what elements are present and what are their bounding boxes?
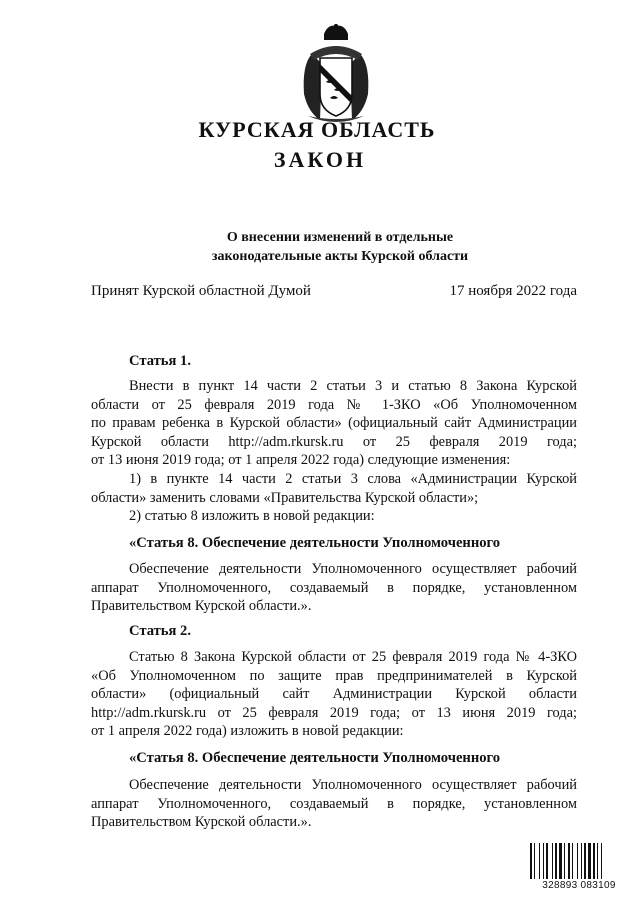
text-line: аппарат Уполномоченного, создаваемый в порядке, установленном bbox=[91, 795, 577, 812]
text-line: Правительством Курской области.». bbox=[91, 598, 312, 615]
article-2-new-article-heading: «Статья 8. Обеспечение деятельности Уполномоченного bbox=[129, 750, 501, 766]
text-line: Внести в пункт 14 части 2 статьи 3 и статью 8 Закона Курской bbox=[129, 378, 577, 394]
text-line: Правительством Курской области.». bbox=[91, 814, 312, 831]
law-subject bbox=[150, 228, 530, 266]
adoption-line bbox=[91, 282, 577, 301]
coat-of-arms-emblem bbox=[298, 24, 374, 124]
article-1-new-article-text bbox=[91, 560, 577, 616]
article-1-item-2 bbox=[91, 507, 577, 526]
barcode-number: 328893 083109 bbox=[542, 880, 616, 891]
text-line: области от 25 февраля 2019 года № 1-ЗКО «Об Уполномоченном bbox=[91, 396, 577, 413]
text-line: Статью 8 Закона Курской области от 25 февраля 2019 года № 4-ЗКО bbox=[129, 649, 577, 665]
article-1-new-article-heading: «Статья 8. Обеспечение деятельности Уполномоченного bbox=[129, 535, 501, 551]
adoption-date: 17 ноября 2022 года bbox=[449, 283, 577, 299]
article-1-intro bbox=[91, 377, 577, 470]
text-line: от 13 июня 2019 года; от 1 апреля 2022 года) следующие изменения: bbox=[91, 452, 511, 469]
text-line: Обеспечение деятельности Уполномоченного осуществляет рабочий bbox=[129, 561, 577, 577]
text-line: области» (официальный сайт Администрации Курской области bbox=[91, 686, 577, 703]
text-line: по правам ребенка в Курской области» (официальный сайт Администрации bbox=[91, 415, 577, 432]
text-line: «Об Уполномоченном по защите прав предпринимателей в Курской bbox=[91, 667, 577, 684]
article-2-new-article-text bbox=[91, 776, 577, 832]
adopted-by: Принят Курской областной Думой bbox=[91, 283, 311, 299]
barcode-icon bbox=[529, 843, 629, 879]
article-2-heading: Статья 2. bbox=[129, 623, 191, 639]
text-line: http://adm.rkursk.ru от 25 февраля 2019 года; от 13 июня 2019 года; bbox=[91, 704, 577, 721]
text-line: аппарат Уполномоченного, создаваемый в порядке, установленном bbox=[91, 579, 577, 596]
text-line: Курской области http://adm.rkursk.ru от 25 февраля 2019 года; bbox=[91, 433, 577, 450]
text-line: 2) статью 8 изложить в новой редакции: bbox=[129, 508, 375, 524]
text-line: области» заменить словами «Правительства Курской области»; bbox=[91, 489, 479, 506]
article-2-intro bbox=[91, 648, 577, 741]
coat-of-arms-icon bbox=[298, 24, 374, 124]
document-type-title: ЗАКОН bbox=[273, 147, 367, 172]
text-line: Обеспечение деятельности Уполномоченного осуществляет рабочий bbox=[129, 777, 577, 793]
article-1-item-1 bbox=[91, 470, 577, 507]
document-barcode bbox=[529, 843, 629, 893]
article-1-heading: Статья 1. bbox=[129, 353, 191, 369]
subject-line: О внесении изменений в отдельные bbox=[226, 230, 454, 245]
text-line: 1) в пункте 14 части 2 статьи 3 слова «Администрации Курской bbox=[129, 471, 577, 487]
text-line: от 1 апреля 2022 года) изложить в новой редакции: bbox=[91, 723, 404, 740]
subject-line: законодательные акты Курской области bbox=[211, 249, 469, 264]
region-title: КУРСКАЯ ОБЛАСТЬ bbox=[198, 117, 436, 142]
